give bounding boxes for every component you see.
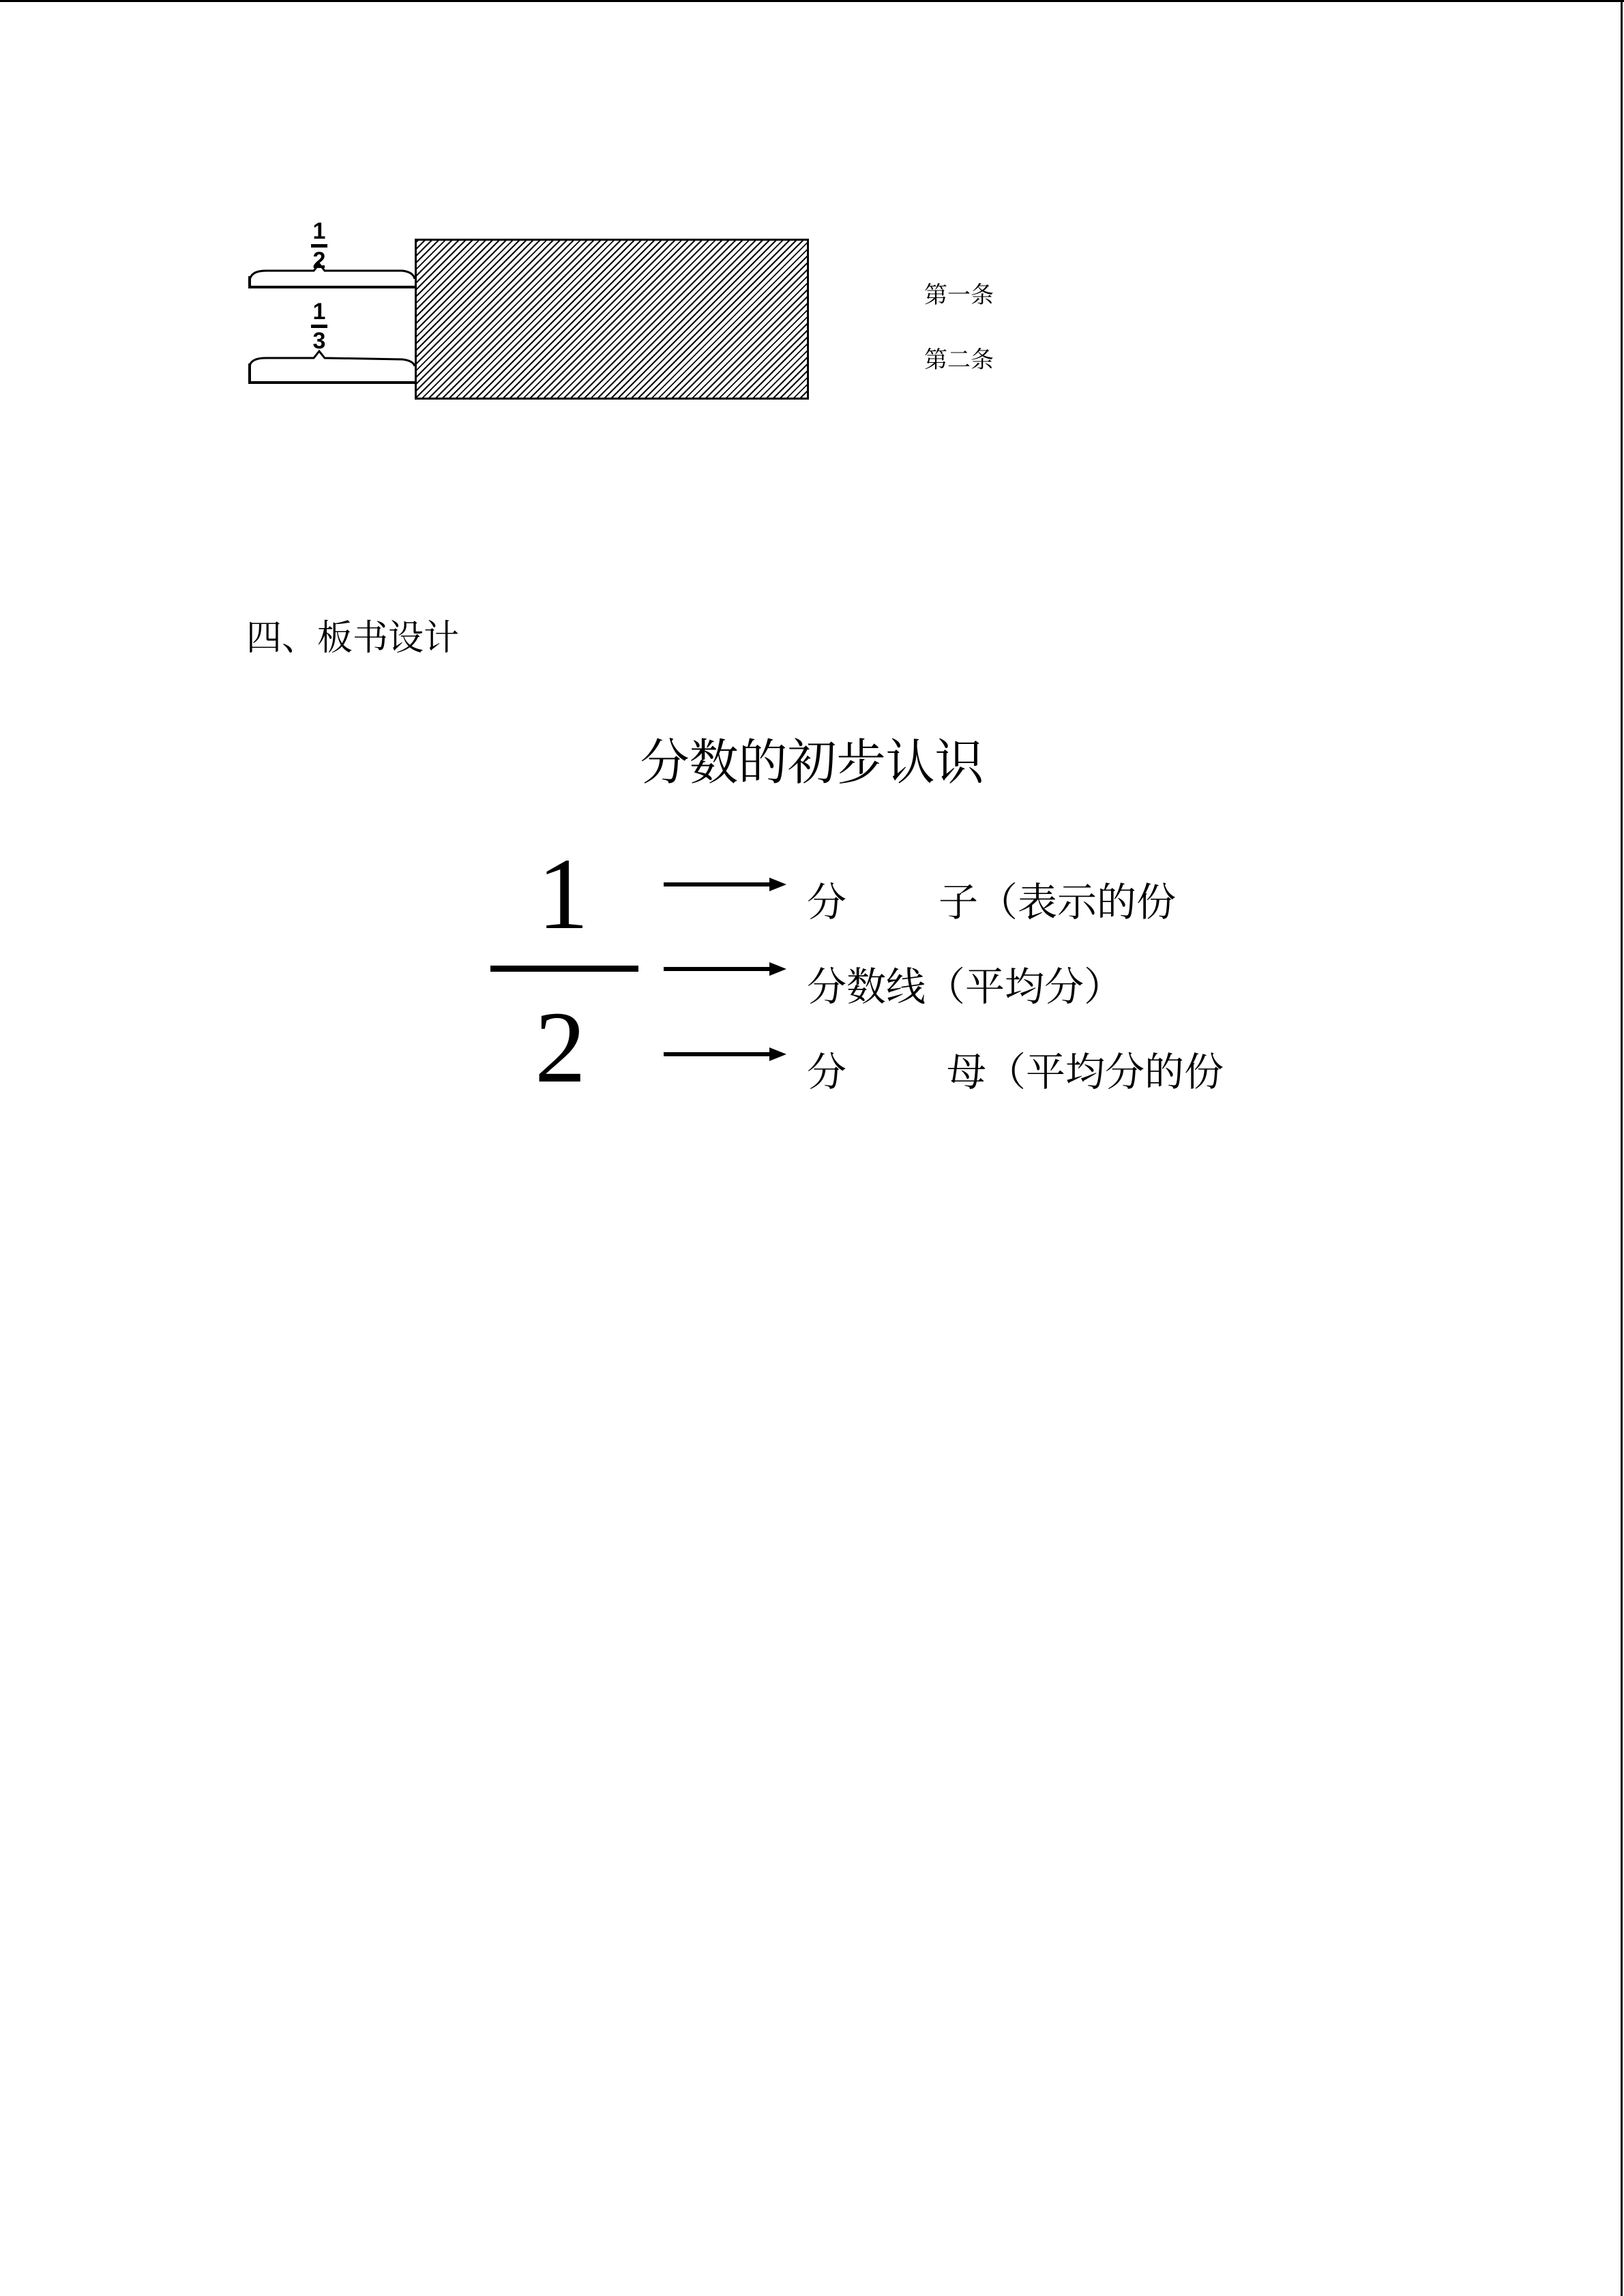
denominator-digit: 2	[535, 991, 586, 1104]
denominator: 3	[312, 328, 326, 354]
numerator-label-head: 分	[807, 879, 847, 925]
numerator-label-tail: 子（表示的份	[939, 879, 1177, 925]
brace-third-base	[250, 363, 415, 383]
numerator-digit: 1	[537, 837, 589, 951]
brace-half	[250, 264, 415, 280]
numerator: 1	[312, 299, 326, 325]
arrow-icon	[664, 962, 786, 976]
brace-half-base	[250, 276, 415, 287]
strip-label-first: 第一条	[924, 282, 994, 309]
strip-label-second: 第二条	[924, 346, 994, 374]
arrow-icon	[664, 1047, 786, 1061]
fraction-line	[490, 966, 638, 972]
numerator: 1	[312, 218, 326, 244]
arrow-icon	[664, 878, 786, 891]
page-border-right	[1621, 0, 1623, 2296]
denominator-label-tail: 母（平均分的份	[947, 1049, 1224, 1095]
brace-third	[250, 351, 415, 366]
hatched-strip	[415, 239, 809, 400]
brace-shapes	[246, 263, 417, 392]
denominator-label-head: 分	[807, 1049, 847, 1095]
denominator: 2	[312, 248, 326, 273]
section-heading: 四、板书设计	[246, 618, 460, 659]
board-title: 分数的初步认识	[640, 734, 984, 791]
fraction-line-label: 分数线（平均分）	[807, 964, 1124, 1010]
page-border-top	[0, 0, 1624, 2]
